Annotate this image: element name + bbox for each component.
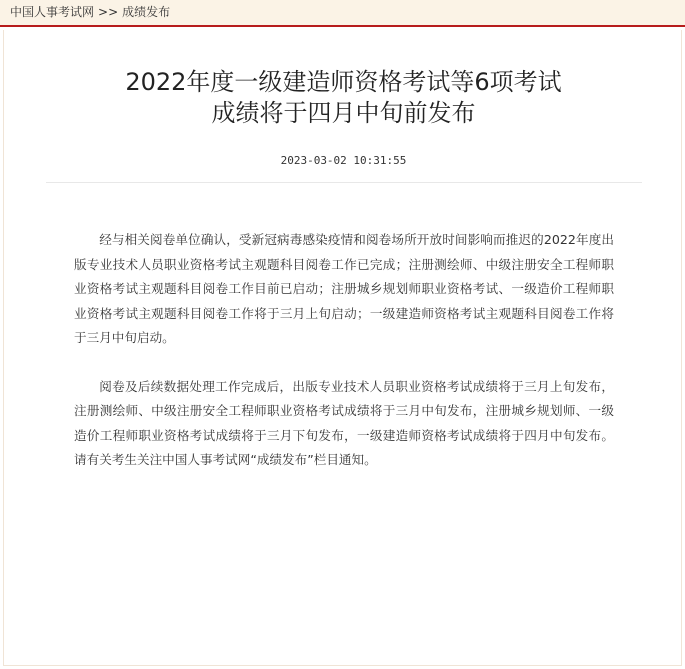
breadcrumb-home-link[interactable]: 中国人事考试网 [10,5,95,19]
article-body [74,228,614,497]
article-title-line-2: 成绩将于四月中旬前发布 [211,99,476,127]
breadcrumb [10,4,170,20]
breadcrumb-bar [0,0,685,27]
article-title-line-1: 2022年度一级建造师资格考试等6项考试 [125,68,562,96]
article-container [3,30,682,666]
article-paragraph-2: 阅卷及后续数据处理工作完成后，出版专业技术人员职业资格考试成绩将于三月上旬发布，注册测绘师、中级注册安全工程师职业资格考试成绩将于三月中旬发布，注册城乡规划师、一级造价工程师职业资格考试成绩将于三月下旬发布，一级建造师资格考试成绩将于四月中旬发布。请有关考生关注中国人事考试网“成绩发布”栏目通知。 [74,378,614,467]
breadcrumb-current-link[interactable]: 成绩发布 [122,5,171,19]
breadcrumb-separator: >> [98,5,119,19]
publish-date: 2023-03-02 10:31:55 [280,154,407,167]
article-title [4,67,683,129]
title-divider [46,182,642,183]
article-paragraph-1: 经与相关阅卷单位确认，受新冠病毒感染疫情和阅卷场所开放时间影响而推迟的2022年度出版专业技术人员职业资格考试主观题科目阅卷工作已完成；注册测绘师、中级注册安全工程师职业资格考试主观题科目阅卷工作目前已启动；注册城乡规划师职业资格考试、一级造价工程师职业资格考试主观题科目阅卷工作将于三月上旬启动；一级建造师资格考试主观题科目阅卷工作将于三月中旬启动。 [74,232,614,345]
